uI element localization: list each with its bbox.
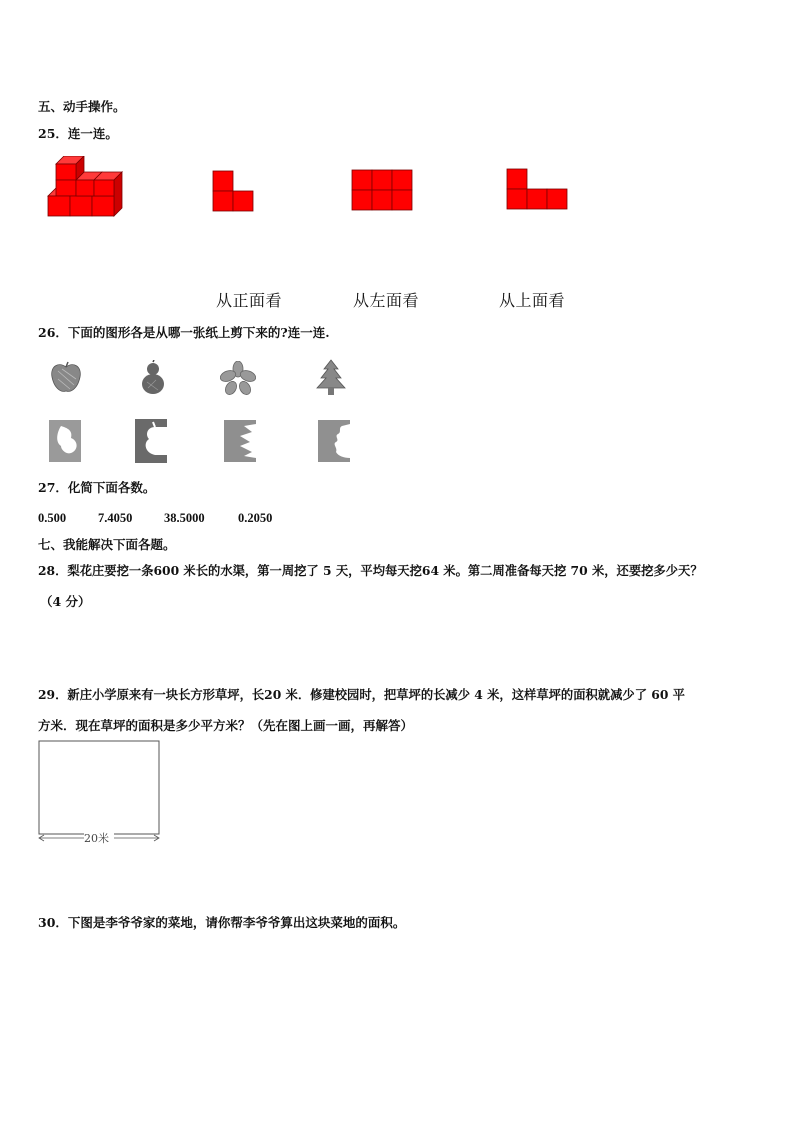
- apple-shape-icon: [48, 361, 84, 395]
- question-28-text: 28．梨花庄要挖一条600 米长的水渠，第一周挖了 5 天，平均每天挖64 米。第二周准备每天挖 70 米，还要挖多少天？: [38, 563, 703, 578]
- section-heading-5: 五、动手操作。: [38, 99, 126, 114]
- view-label-front: 从正面看: [216, 291, 283, 310]
- question-25-prompt: 25．连一连。: [38, 126, 118, 141]
- question-26-prompt: 26．下面的图形各是从哪一张纸上剪下来的?连一连.: [38, 325, 330, 340]
- question-27-prompt: 27．化简下面各数。: [38, 480, 156, 495]
- flower-shape-icon: [220, 361, 256, 395]
- view-label-top: 从上面看: [499, 291, 566, 310]
- decimal-number: 0.2050: [238, 511, 273, 525]
- decimal-number: 7.4050: [98, 511, 133, 525]
- gourd-shape-icon: [138, 360, 168, 396]
- decimal-number: 0.500: [38, 511, 67, 525]
- cube-stack-3d: [44, 156, 128, 218]
- view-shape-l-small: [212, 170, 256, 212]
- question-29-text-line2: 方米．现在草坪的面积是多少平方米？（先在图上画一画，再解答）: [38, 718, 414, 733]
- view-label-left: 从左面看: [353, 291, 420, 310]
- paper-sheet-1-icon: [47, 418, 83, 464]
- question-28-score: （4 分）: [40, 594, 91, 609]
- view-shape-l-wide: [506, 168, 568, 210]
- paper-sheet-4-icon: [316, 418, 352, 464]
- section-heading-7: 七、我能解决下面各题。: [38, 537, 176, 552]
- view-shape-rectangle: [351, 169, 413, 211]
- decimal-number: 38.5000: [164, 511, 205, 525]
- question-29-text-line1: 29．新庄小学原来有一块长方形草坪，长20 米．修建校园时，把草坪的长减少 4 米，这样草坪的面积就减少了 60 平: [38, 687, 685, 702]
- question-30-text: 30．下图是李爷爷家的菜地，请你帮李爷爷算出这块菜地的面积。: [38, 915, 406, 930]
- paper-sheet-3-icon: [222, 418, 258, 464]
- paper-sheet-2-icon: [133, 417, 169, 465]
- length-label: 20米: [84, 832, 109, 845]
- tree-shape-icon: [314, 359, 348, 397]
